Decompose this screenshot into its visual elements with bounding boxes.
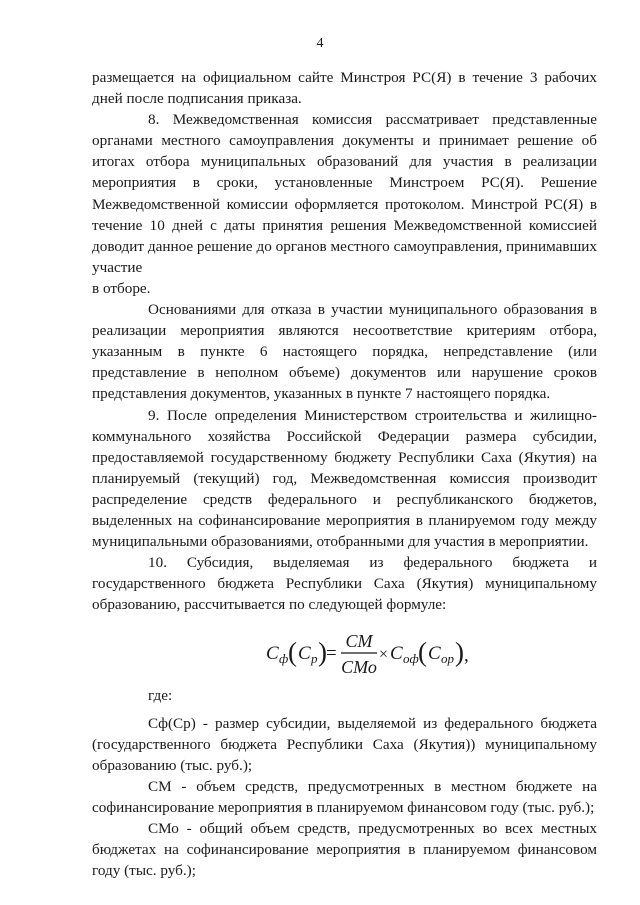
subsidy-formula — [92, 615, 597, 685]
paragraph-8: 8. Межведомственная комиссия рассматривает представленные органами местного самоуправления документы и принимает решение об итогах отбора муниципальных образований для участия в реализации мероприятия в сроки, установленные Минстроем РС(Я). Решение Межведомственной комиссии оформляется протоколом. Минстрой РС(Я) в течение 10 дней с даты принятия решения Межведомственной комиссией доводит данное решение до органов местного самоуправления, принимавших участие — [92, 111, 597, 276]
svg-text:): ) — [318, 637, 327, 668]
formula-rhs-arg-base: С — [428, 643, 441, 665]
svg-text:): ) — [455, 637, 464, 668]
svg-text:(: ( — [288, 637, 297, 668]
paragraph-continuation: размещается на официальном сайте Минстроя РС(Я) в течение 3 рабочих дней после подписания приказа. — [92, 69, 597, 108]
definition-smo: СМо - общий объем средств, предусмотренных во всех местных бюджетах на софинансирование мероприятия в планируемом финансовом году (тыс. руб.); — [92, 820, 597, 880]
document-body — [92, 67, 597, 881]
svg-text:(: ( — [418, 637, 427, 668]
paragraph-refusal-grounds: Основаниями для отказа в участии муниципального образования в реализации мероприятия являются несоответствие критериям отбора, указанным в пункте 6 настоящего порядка, непредставление (или представление в неполном объеме) документов или нарушение сроков представления документов, указанных в пункте 7 настоящего порядка. — [92, 301, 597, 403]
formula-times: × — [379, 646, 389, 664]
definition-sf-sr: Сф(Ср) - размер субсидии, выделяемой из федерального бюджета (государственного бюджета Республики Саха (Якутия)) муниципальному образованию (тыс. руб.); — [92, 714, 597, 774]
definition-sm: СМ - объем средств, предусмотренных в местном бюджете на софинансирование мероприятия в планируемом финансовом году (тыс. руб.); — [92, 777, 597, 816]
formula-equals: = — [326, 643, 337, 665]
formula-numerator: СМ — [345, 631, 373, 652]
formula-rhs-base: С — [390, 643, 403, 665]
where-label: где: — [148, 687, 173, 705]
formula-rhs-sub: оф — [403, 651, 419, 667]
formula-lhs-base: С — [266, 643, 279, 665]
formula-lhs-sub: ф — [279, 651, 289, 667]
paragraph-8-tail: в отборе. — [92, 279, 151, 297]
paragraph-9: 9. После определения Министерством строительства и жилищно-коммунального хозяйства Российской Федерации размера субсидии, предоставляемой государственному бюджету Республики Саха (Якутия) на планируемый (текущий) год, Межведомственная комиссия производит распределение средств федерального и республиканского бюджетов, выделенных на софинансирование мероприятия в планируемом году между муниципальными образованиями, отобранными для участия в мероприятии. — [92, 406, 597, 551]
paragraph-10: 10. Субсидия, выделяемая из федерального бюджета и государственного бюджета Республики Саха (Якутия) муниципальному образованию, рассчитывается по следующей формуле: — [92, 554, 597, 614]
page-number: 4 — [316, 36, 324, 51]
formula-rhs-arg-sub: ор — [441, 651, 454, 667]
formula-lhs-arg-base: С — [298, 643, 311, 665]
formula-lhs-arg-sub: р — [311, 651, 318, 667]
formula-trailing-comma: , — [464, 645, 469, 667]
formula-denominator: СМо — [341, 657, 377, 678]
